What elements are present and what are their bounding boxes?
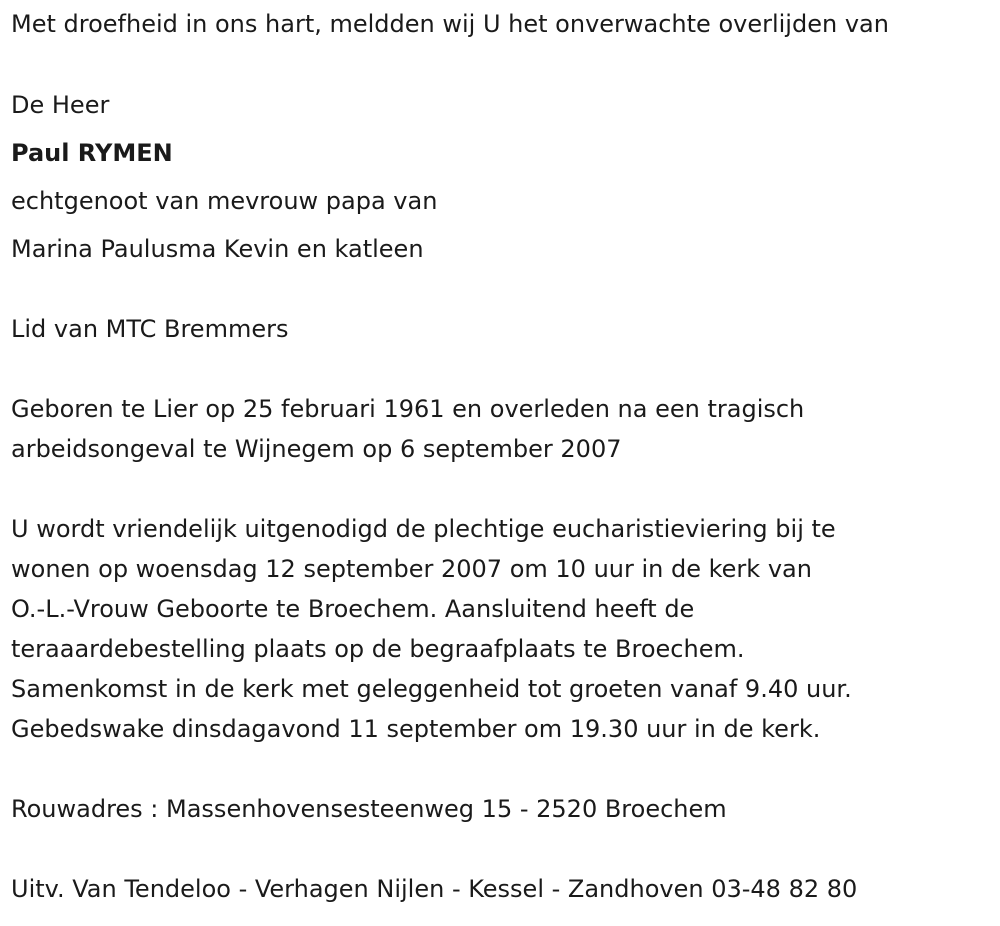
ceremony-line-5: Samenkomst in de kerk met geleggenheid tot groeten vanaf 9.40 uur. [11, 675, 852, 703]
membership: Lid van MTC Bremmers [11, 315, 289, 343]
deceased-name: Paul RYMEN [11, 139, 173, 167]
ceremony-line-4: teraaardebestelling plaats op de begraafplaats te Broechem. [11, 635, 745, 663]
relation-line-1: echtgenoot van mevrouw papa van [11, 187, 438, 215]
ceremony-line-6: Gebedswake dinsdagavond 11 september om 19.30 uur in de kerk. [11, 715, 821, 743]
relation-line-2: Marina Paulusma Kevin en katleen [11, 235, 424, 263]
intro-text: Met droefheid in ons hart, meldden wij U het onverwachte overlijden van [11, 10, 889, 38]
undertaker: Uitv. Van Tendeloo - Verhagen Nijlen - Kessel - Zandhoven 03-48 82 80 [11, 875, 858, 903]
ceremony-line-3: O.-L.-Vrouw Geboorte te Broechem. Aansluitend heeft de [11, 595, 695, 623]
funeral-address: Rouwadres : Massenhovensesteenweg 15 - 2520 Broechem [11, 795, 727, 823]
honorific: De Heer [11, 91, 110, 119]
birth-death-line-2: arbeidsongeval te Wijnegem op 6 september 2007 [11, 435, 622, 463]
ceremony-line-2: wonen op woensdag 12 september 2007 om 10 uur in de kerk van [11, 555, 812, 583]
ceremony-line-1: U wordt vriendelijk uitgenodigd de plechtige eucharistieviering bij te [11, 515, 836, 543]
birth-death-line-1: Geboren te Lier op 25 februari 1961 en overleden na een tragisch [11, 395, 805, 423]
